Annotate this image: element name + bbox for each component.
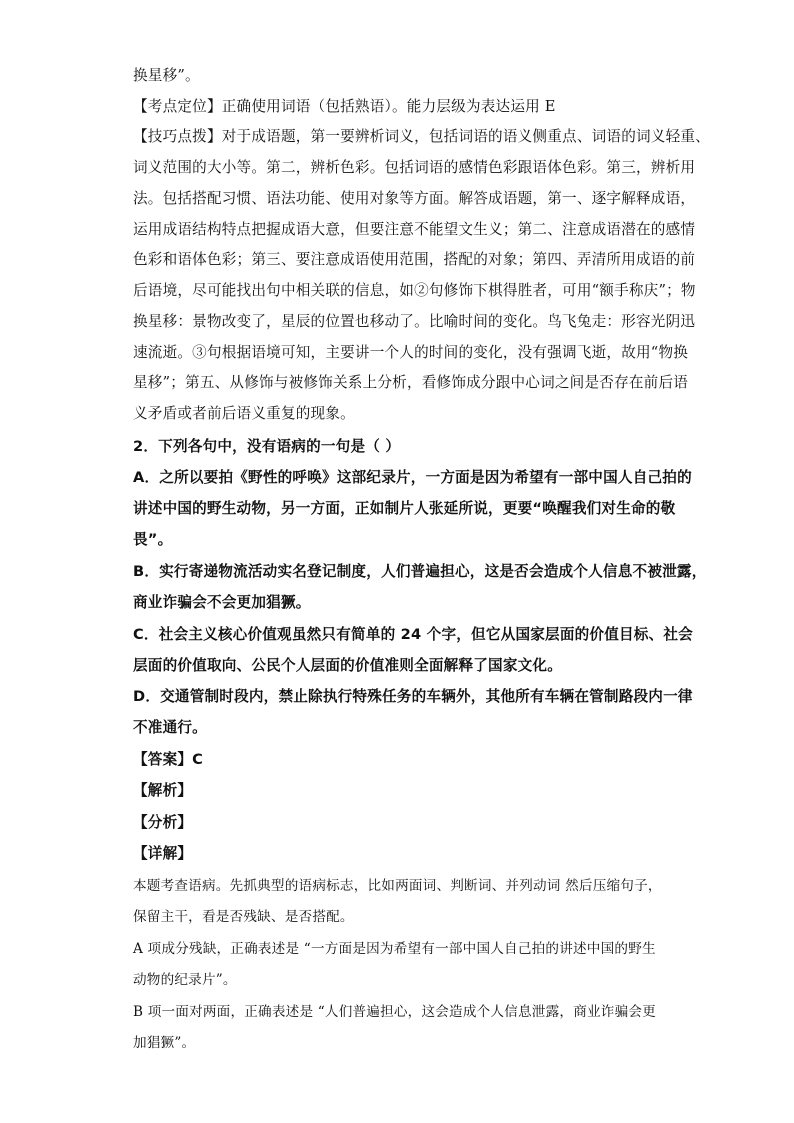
analysis-subheading: 【分析】: [133, 814, 193, 831]
text-line: B 项一面对两面，正确表述是 “人们普遍担心，这会造成个人信息泄露，商业诈骗会更: [133, 1004, 656, 1020]
text-line: 义矛盾或者前后语义重复的现象。: [133, 405, 355, 422]
detail-heading: 【详解】: [133, 845, 193, 862]
text-line: 加猖獗”。: [133, 1035, 196, 1051]
option-c-line: 层面的价值取向、公民个人层面的价值准则全面解释了国家文化。: [133, 657, 563, 674]
text-line: A 项成分残缺，正确表述是 “一方面是因为希望有一部中国人自己拍的讲述中国的野生: [133, 941, 656, 957]
text-line: 词义范围的大小等。第二，辨析色彩。包括词语的感情色彩跟语体色彩。第三，辨析用: [133, 159, 696, 176]
question-title: 2．下列各句中，没有语病的一句是（ ）: [133, 438, 401, 455]
text-line: 后语境，尽可能找出句中相关联的信息，如②句修饰下棋得胜者，可用“额手称庆”；物: [133, 282, 696, 299]
text-line: 动物的纪录片”。: [133, 972, 237, 988]
option-c-line: C．社会主义核心价值观虽然只有简单的 24 个字，但它从国家层面的价值目标、社会: [133, 626, 693, 643]
text-line: 保留主干，看是否残缺、是否搭配。: [133, 909, 354, 925]
text-line: 换星移”。: [133, 67, 200, 84]
text-line: 【技巧点拨】对于成语题，第一要辨析词义，包括词语的语义侧重点、词语的词义轻重、: [133, 128, 710, 145]
text-line: 速流逝。③句根据语境可知，主要讲一个人的时间的变化，没有强调飞逝，故用“物换: [133, 344, 689, 361]
option-a-line: 讲述中国的野生动物，另一方面，正如制片人张延所说，更要“唤醒我们对生命的敬: [133, 500, 676, 517]
text-line: 法。包括搭配习惯、语法功能、使用对象等方面。解答成语题，第一、逐字解释成语，: [133, 190, 696, 207]
answer-heading: 【答案】C: [133, 751, 204, 768]
option-d-line: D．交通管制时段内，禁止除执行特殊任务的车辆外，其他所有车辆在管制路段内一律: [133, 688, 693, 705]
analysis-heading: 【解析】: [133, 782, 193, 799]
option-a-line: 畏”。: [133, 531, 173, 548]
text-line: 星移”；第五、从修饰与被修饰关系上分析，看修饰成分跟中心词之间是否存在前后语: [133, 374, 689, 391]
option-b-line: B．实行寄递物流活动实名登记制度，人们普遍担心，这是否会造成个人信息不被泄露，: [133, 563, 707, 580]
text-line: 运用成语结构特点把握成语大意，但要注意不能望文生义；第二、注意成语潜在的感情: [133, 221, 696, 238]
text-line: 本题考查语病。先抓典型的语病标志，比如两面词、判断词、并列动词 然后压缩句子，: [133, 878, 662, 894]
option-b-line: 商业诈骗会不会更加猖獗。: [133, 594, 311, 611]
text-line: 换星移：景物改变了，星辰的位置也移动了。比喻时间的变化。鸟飞兔走：形容光阴迅: [133, 313, 696, 330]
text-line: 【考点定位】正确使用词语（包括熟语）。能力层级为表达运用 E: [133, 98, 556, 115]
text-line: 色彩和语体色彩；第三、要注意成语使用范围，搭配的对象；第四、弄清所用成语的前: [133, 251, 696, 268]
option-d-line: 不准通行。: [133, 719, 207, 736]
option-a-line: A．之所以要拍《野性的呼唤》这部纪录片，一方面是因为希望有一部中国人自己拍的: [133, 469, 692, 486]
